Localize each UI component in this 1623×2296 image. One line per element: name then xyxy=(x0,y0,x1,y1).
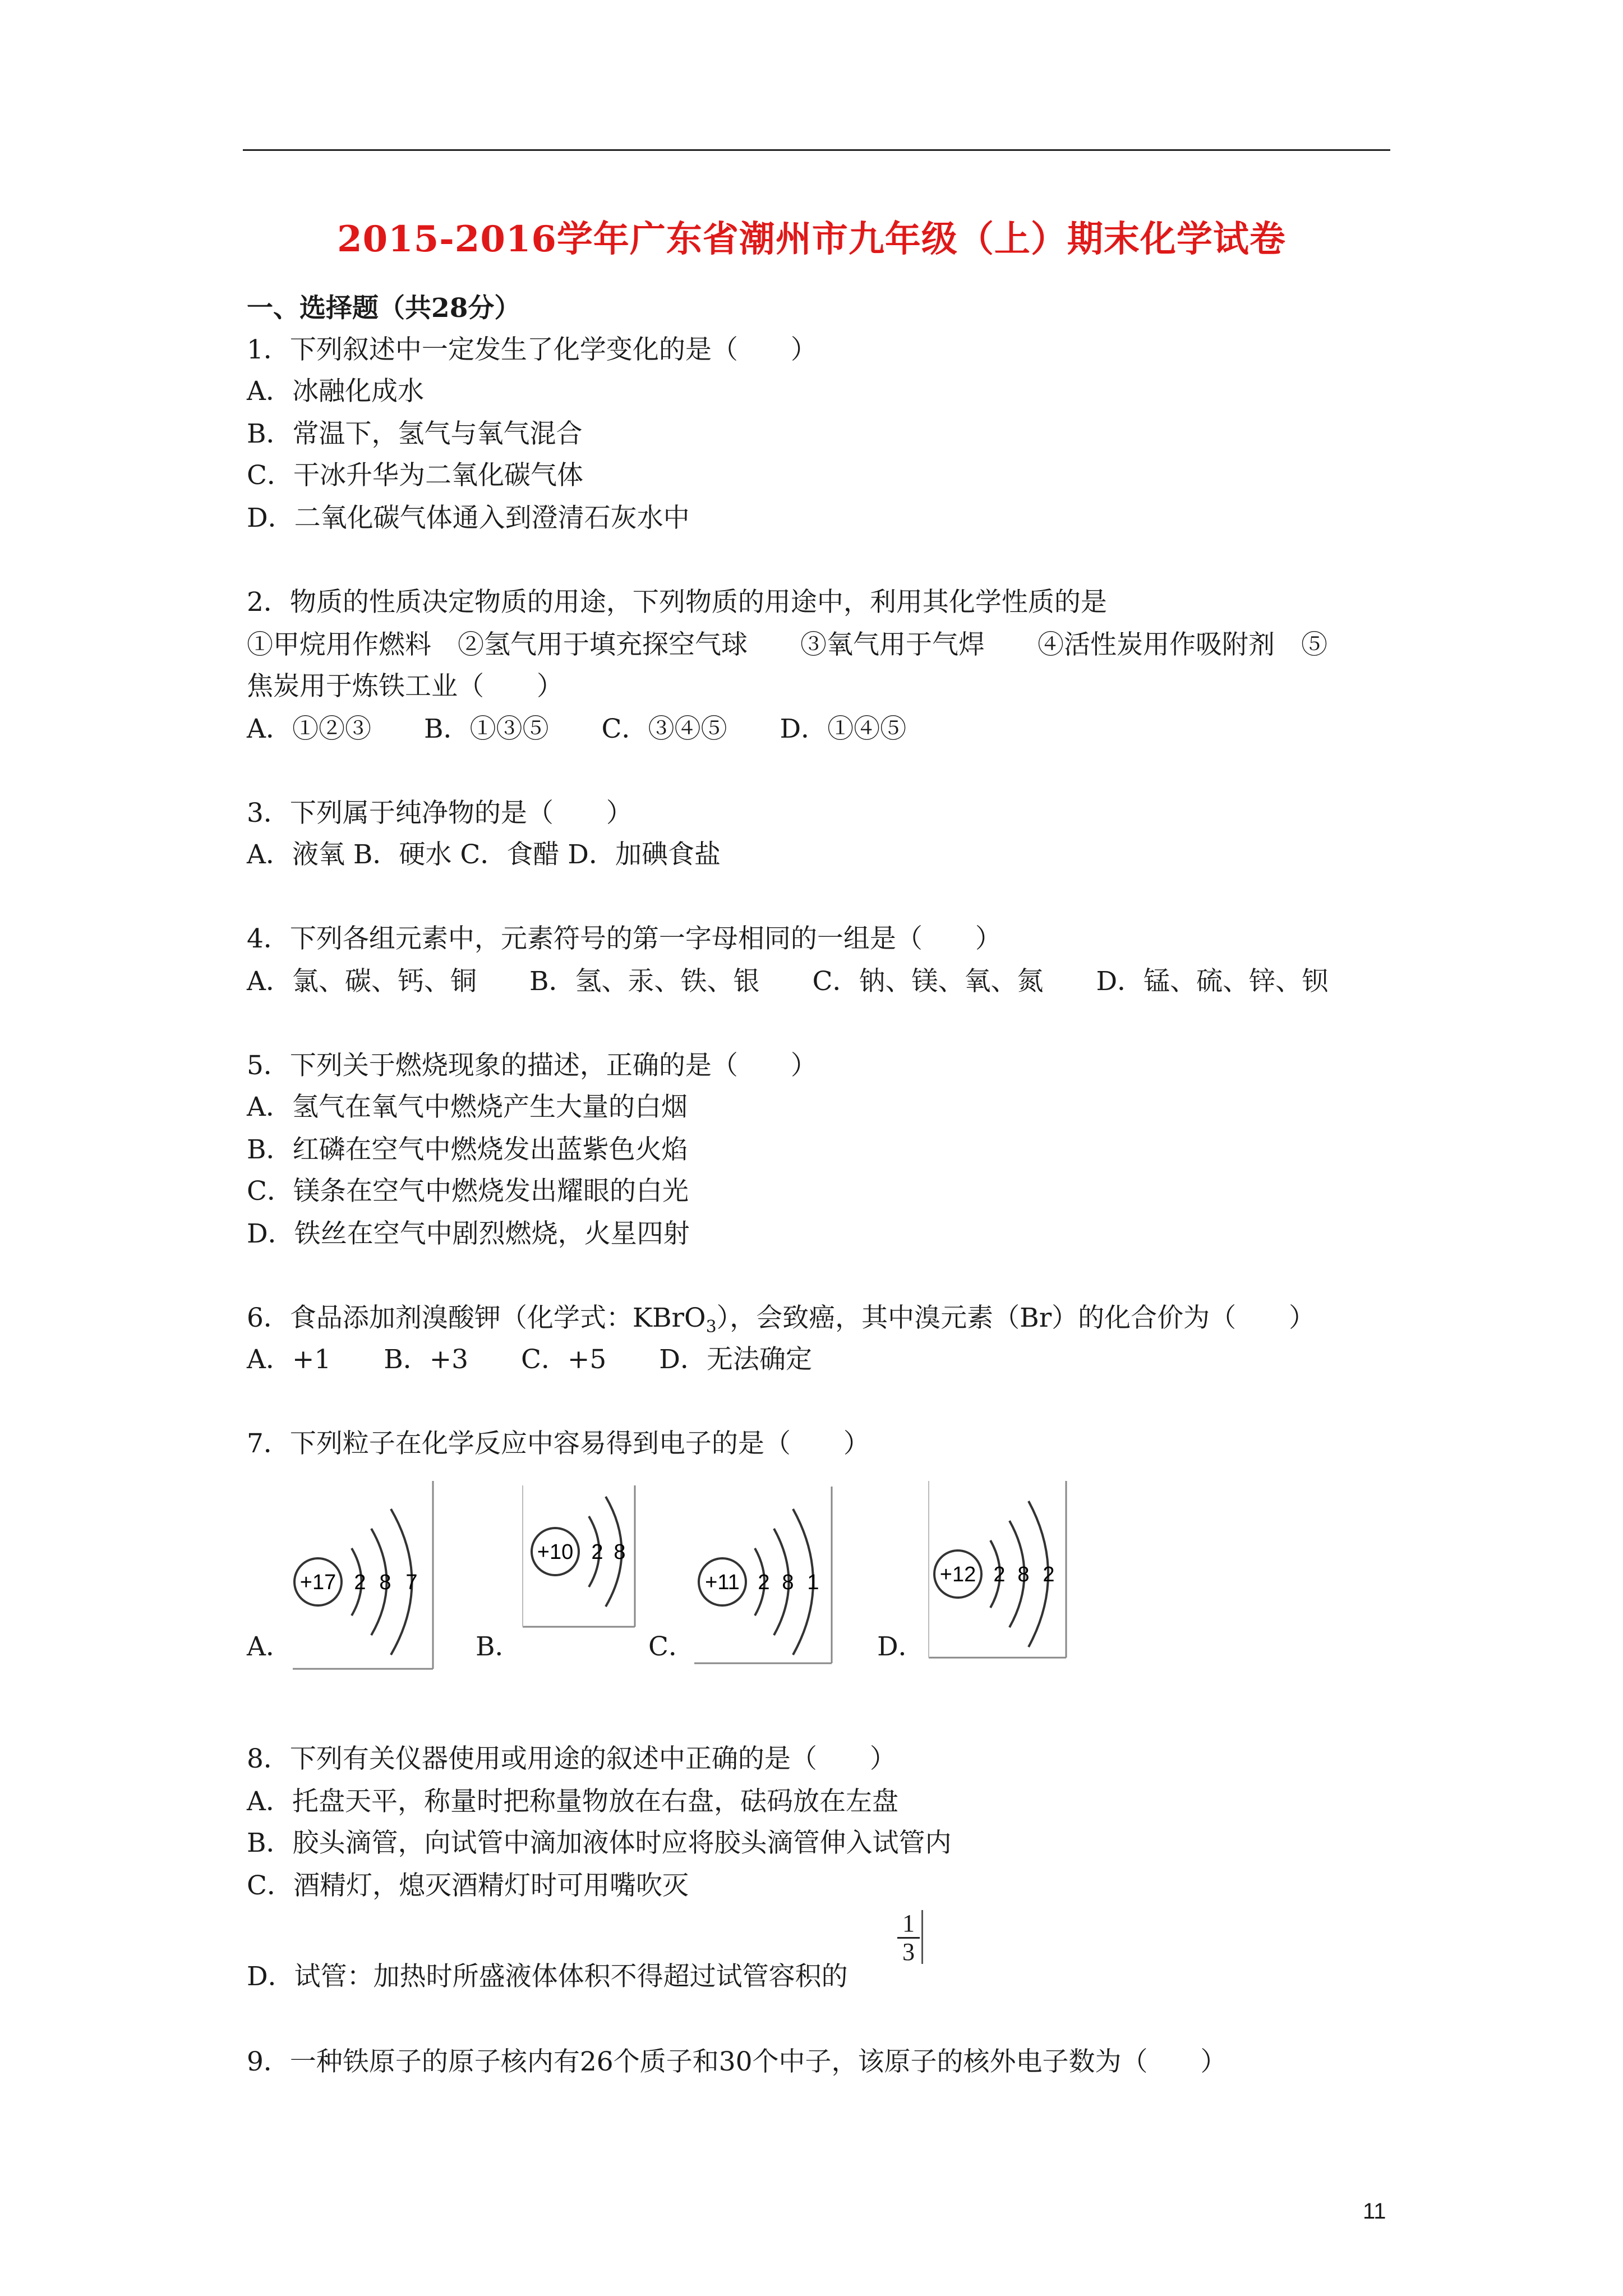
atom-a-shell-1: 2 xyxy=(354,1571,366,1594)
atom-b-shell-1: 2 xyxy=(591,1540,603,1564)
atom-b-nucleus: +10 xyxy=(537,1540,574,1564)
atom-c-nucleus: +11 xyxy=(705,1571,740,1594)
question-4-options: A．氯、碳、钙、铜 B．氢、汞、铁、银 C．钠、镁、氧、氮 D．锰、硫、锌、钡 xyxy=(247,966,1329,997)
atom-diagram-b xyxy=(517,1485,640,1631)
atom-d-nucleus: +12 xyxy=(939,1563,976,1586)
atom-c-shell-1: 2 xyxy=(758,1571,770,1594)
section-heading: 一、选择题（共28分） xyxy=(247,293,521,324)
question-1-option-d: D．二氧化碳气体通入到澄清石灰水中 xyxy=(247,503,690,533)
atom-b-shell-2: 8 xyxy=(614,1540,626,1564)
question-1-option-a: A．冰融化成水 xyxy=(247,376,424,407)
question-5-option-b: B．红磷在空气中燃烧发出蓝紫色火焰 xyxy=(247,1134,688,1165)
question-5-stem: 5．下列关于燃烧现象的描述，正确的是（ ） xyxy=(247,1050,817,1081)
atom-diagram-c xyxy=(689,1487,837,1666)
atom-diagram-a xyxy=(287,1481,439,1672)
atom-d-shell-1: 2 xyxy=(993,1563,1006,1586)
question-1-option-c: C．干冰升华为二氧化碳气体 xyxy=(247,460,583,491)
question-1-stem: 1．下列叙述中一定发生了化学变化的是（ ） xyxy=(247,334,817,365)
question-6-options: A．+1 B．+3 C．+5 D．无法确定 xyxy=(247,1344,812,1375)
atom-d-shell-3: 2 xyxy=(1043,1563,1055,1586)
question-3-options: A．液氧 B．硬水 C．食醋 D．加碘食盐 xyxy=(247,839,721,870)
fraction-numerator: 1 xyxy=(902,1910,915,1937)
question-5-option-a: A．氢气在氧气中燃烧产生大量的白烟 xyxy=(247,1092,688,1122)
atom-a-shell-3: 7 xyxy=(405,1571,418,1594)
question-8-option-a: A．托盘天平，称量时把称量物放在右盘，砝码放在左盘 xyxy=(247,1786,898,1817)
question-4-stem: 4．下列各组元素中，元素符号的第一字母相同的一组是（ ） xyxy=(247,923,1002,954)
fraction-frame xyxy=(921,1910,923,1964)
question-6-subscript: 3 xyxy=(706,1317,717,1337)
question-6-stem-pre: 6．食品添加剂溴酸钾（化学式：KBrO xyxy=(247,1303,706,1333)
page-number: 11 xyxy=(1363,2199,1386,2224)
question-2-stem: 2．物质的性质决定物质的用途，下列物质的用途中，利用其化学性质的是 xyxy=(247,587,1107,618)
question-9-stem: 9．一种铁原子的原子核内有26个质子和30个中子，该原子的核外电子数为（ ） xyxy=(247,2046,1227,2077)
atom-c-shell-3: 1 xyxy=(807,1571,819,1594)
atom-a-nucleus: +17 xyxy=(299,1571,336,1594)
question-7-label-d: D． xyxy=(877,1631,925,1662)
question-5-option-d: D．铁丝在空气中剧烈燃烧，火星四射 xyxy=(247,1218,690,1249)
exam-title: 2015-2016学年广东省潮州市九年级（上）期末化学试卷 xyxy=(337,218,1286,260)
question-8-option-d: D．试管：加热时所盛液体体积不得超过试管容积的 xyxy=(247,1961,848,1992)
question-6-stem-post: ），会致癌，其中溴元素（Br）的化合价为（ ） xyxy=(716,1303,1316,1333)
fraction-denominator: 3 xyxy=(897,1937,920,1966)
question-2-options: A．①②③ B．①③⑤ C．③④⑤ D．①④⑤ xyxy=(247,714,907,744)
question-7-label-b: B． xyxy=(476,1631,522,1662)
question-8-option-b: B．胶头滴管，向试管中滴加液体时应将胶头滴管伸入试管内 xyxy=(247,1828,952,1858)
question-7-label-c: C． xyxy=(648,1631,695,1662)
question-3-stem: 3．下列属于纯净物的是（ ） xyxy=(247,798,633,829)
question-1-option-b: B．常温下，氢气与氧气混合 xyxy=(247,418,583,449)
header-rule xyxy=(243,149,1390,151)
question-8-stem: 8．下列有关仪器使用或用途的叙述中正确的是（ ） xyxy=(247,1743,896,1774)
question-7-stem: 7．下列粒子在化学反应中容易得到电子的是（ ） xyxy=(247,1428,870,1459)
question-2-line-3: 焦炭用于炼铁工业（ ） xyxy=(247,671,563,702)
question-6-stem xyxy=(247,1301,1315,1344)
atom-d-shell-2: 8 xyxy=(1017,1563,1030,1586)
atom-c-shell-2: 8 xyxy=(782,1571,794,1594)
question-2-line-2: ①甲烷用作燃料 ②氢气用于填充探空气球 ③氧气用于气焊 ④活性炭用作吸附剂 ⑤ xyxy=(247,629,1327,660)
one-third-fraction xyxy=(897,1910,920,1966)
atom-a-shell-2: 8 xyxy=(379,1571,391,1594)
question-7-label-a: A． xyxy=(247,1631,292,1662)
question-8-option-c: C．酒精灯，熄灭酒精灯时可用嘴吹灭 xyxy=(247,1870,689,1901)
question-5-option-c: C．镁条在空气中燃烧发出耀眼的白光 xyxy=(247,1176,689,1207)
atom-diagram-d xyxy=(923,1481,1072,1660)
